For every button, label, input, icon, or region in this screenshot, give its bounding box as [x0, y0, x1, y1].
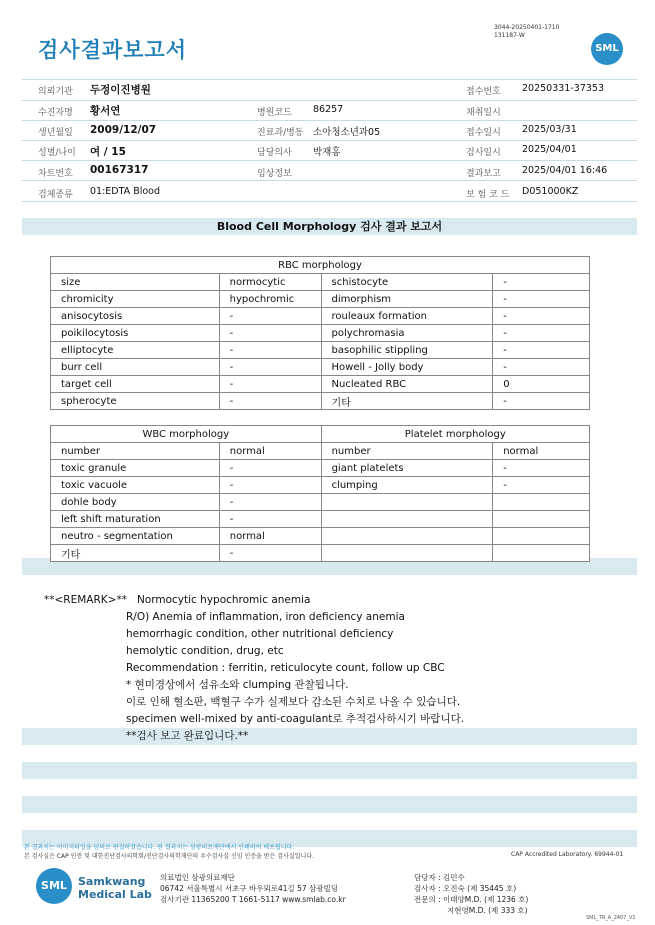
remark-line: Recommendation : ferritin, reticulocyte count, follow up CBC [126, 662, 445, 674]
table-cell: anisocytosis [51, 308, 220, 325]
table-cell: - [493, 359, 590, 376]
test-date-label: 검사일시 [466, 148, 501, 158]
birth-label: 생년월일 [38, 128, 73, 138]
report-title: Blood Cell Morphology 검사 결과 보고서 [216, 220, 443, 233]
table-cell: elliptocyte [51, 342, 220, 359]
footnote-edit: 본 결과지는 이미지파일을 임의로 편집하였습니다. 원 결과지는 삼광의료재단에서 인쇄하여 배포됩니다. [24, 844, 295, 851]
table-cell: - [219, 359, 321, 376]
rbc-table-title: RBC morphology [51, 257, 590, 274]
table-row [51, 274, 590, 291]
table-row [51, 325, 590, 342]
specimen-label: 검체종류 [38, 190, 73, 200]
table-cell: schistocyte [321, 274, 493, 291]
divider [22, 180, 637, 181]
table-cell: toxic vacuole [51, 477, 220, 494]
signature-line4: 지현영M.D. (제 333 호) [447, 906, 528, 915]
table-row [51, 494, 590, 511]
remark-label: **<REMARK>** [44, 594, 127, 606]
remark-line: hemolytic condition, drug, etc [126, 645, 284, 657]
hospital-code-label: 병원코드 [257, 108, 292, 118]
divider [22, 120, 637, 121]
table-cell [321, 511, 493, 528]
insurance-label: 보 험 코 드 [466, 190, 510, 200]
clinical-label: 임상정보 [257, 169, 292, 179]
band [22, 796, 637, 813]
table-cell [493, 528, 590, 545]
remark-diagnosis: Normocytic hypochromic anemia [136, 594, 311, 606]
table-cell: dimorphism [321, 291, 493, 308]
table-row [51, 308, 590, 325]
table-row [51, 545, 590, 562]
address-line3: 검사기관 11365200 T 1661-5117 www.smlab.co.kr [160, 895, 346, 904]
table-row [51, 376, 590, 393]
remark-first-line [44, 592, 310, 609]
receipt-no-value: 20250331-37353 [522, 83, 605, 94]
table-cell: target cell [51, 376, 220, 393]
table-cell: giant platelets [321, 460, 493, 477]
document-id-line2: 131187-W [494, 32, 525, 39]
table-cell: spherocyte [51, 393, 220, 410]
chart-no-value: 00167317 [90, 164, 149, 176]
table-row [51, 291, 590, 308]
table-cell: 기타 [321, 393, 493, 410]
table-cell: normal [219, 443, 321, 460]
brand-name [78, 875, 152, 901]
sml-logo-icon: SML [36, 868, 72, 904]
table-cell: chromicity [51, 291, 220, 308]
remark-line: specimen well-mixed by anti-coagulant로 추적검사하시기 바랍니다. [126, 713, 465, 725]
table-cell: - [219, 393, 321, 410]
collect-date-label: 채취일시 [466, 108, 501, 118]
remark-line: * 현미경상에서 섬유소와 clumping 관찰됩니다. [126, 679, 349, 691]
divider [22, 100, 637, 101]
brand-line2: Medical Lab [78, 888, 152, 901]
remark-lines [126, 609, 464, 745]
table-cell [321, 494, 493, 511]
table-cell: - [219, 477, 321, 494]
form-code: SML_TR_A_2407_V1 [586, 915, 636, 921]
table-cell: number [321, 443, 493, 460]
address-line2: 06742 서울특별시 서초구 바우뫼로41길 57 삼광빌딩 [160, 884, 339, 893]
table-cell: - [493, 460, 590, 477]
table-cell [493, 511, 590, 528]
table-cell: - [493, 308, 590, 325]
page-title: 검사결과보고서 [38, 38, 188, 62]
table-cell: normal [493, 443, 590, 460]
cap-accredited: CAP Accredited Laboratory. 69944-01 [511, 851, 624, 858]
sex-age-value: 여 / 15 [90, 146, 126, 158]
table-cell: hypochromic [219, 291, 321, 308]
table-cell: 0 [493, 376, 590, 393]
divider [22, 79, 637, 80]
table-cell: normal [219, 528, 321, 545]
table-cell: - [493, 342, 590, 359]
table-cell: - [219, 545, 321, 562]
institution-label: 의뢰기관 [38, 87, 73, 97]
band [22, 762, 637, 779]
signature-line1: 담당자 : 김민수 [414, 873, 465, 882]
receipt-date-label: 접수일시 [466, 128, 501, 138]
institution-value: 두정이진병원 [90, 84, 151, 96]
name-value: 황서연 [90, 105, 121, 117]
table-cell: - [493, 274, 590, 291]
birth-value: 2009/12/07 [90, 124, 157, 136]
name-label: 수진자명 [38, 108, 73, 118]
table-cell: - [219, 342, 321, 359]
document-id [494, 24, 559, 40]
table-cell: - [219, 511, 321, 528]
receipt-no-label: 접수번호 [466, 87, 501, 97]
platelet-table-title: Platelet morphology [321, 426, 589, 443]
address-block [160, 872, 346, 905]
sex-age-label: 성별/나이 [38, 148, 76, 158]
remark-line: **검사 보고 완료입니다.** [126, 730, 249, 742]
doctor-label: 담당의사 [257, 148, 292, 158]
table-row [51, 359, 590, 376]
table-cell: Howell - Jolly body [321, 359, 493, 376]
remark-line: hemorrhagic condition, other nutritional deficiency [126, 628, 394, 640]
wbc-table-title: WBC morphology [51, 426, 322, 443]
brand-line1: Samkwang [78, 875, 146, 888]
address-line1: 의료법인 삼광의료재단 [160, 873, 235, 882]
table-cell: - [219, 325, 321, 342]
divider [22, 201, 637, 202]
table-cell: 기타 [51, 545, 220, 562]
table-cell: dohle body [51, 494, 220, 511]
table-row [51, 342, 590, 359]
table-row [51, 477, 590, 494]
table-cell: left shift maturation [51, 511, 220, 528]
table-cell: - [219, 308, 321, 325]
table-cell [321, 545, 493, 562]
table-cell [321, 528, 493, 545]
report-date-value: 2025/04/01 16:46 [522, 165, 608, 176]
hospital-code-value: 86257 [313, 104, 344, 115]
dept-value: 소아청소년과05 [313, 127, 381, 138]
table-cell: clumping [321, 477, 493, 494]
table-cell: number [51, 443, 220, 460]
table-cell: polychromasia [321, 325, 493, 342]
table-cell: - [219, 460, 321, 477]
table-row [51, 460, 590, 477]
table-cell [493, 494, 590, 511]
table-cell: - [219, 494, 321, 511]
signature-line3: 전문의 : 이태양M.D. (제 1236 호) [414, 895, 529, 904]
specimen-value: 01:EDTA Blood [90, 186, 161, 197]
table-cell: burr cell [51, 359, 220, 376]
footnote-cap: 본 검사실은 CAP 인증 및 대한진단검사의학회/진단검사의학재단의 우수검사실 신임 인증을 받은 검사실입니다. [24, 853, 314, 860]
table-row [51, 528, 590, 545]
test-date-value: 2025/04/01 [522, 144, 577, 155]
doctor-value: 박재홍 [313, 147, 341, 158]
table-cell: rouleaux formation [321, 308, 493, 325]
table-cell: - [493, 477, 590, 494]
table-row [51, 443, 590, 460]
table-row [51, 393, 590, 410]
insurance-value: D051000KZ [522, 186, 579, 197]
divider [22, 140, 637, 141]
table-cell: - [493, 291, 590, 308]
table-cell: - [493, 393, 590, 410]
chart-no-label: 차트번호 [38, 169, 73, 179]
rbc-morphology-table [50, 256, 590, 410]
divider [22, 160, 637, 161]
document-id-line1: 3044-20250401-1710 [494, 24, 560, 31]
table-cell: size [51, 274, 220, 291]
remark-line: R/O) Anemia of inflammation, iron deficiency anemia [126, 611, 405, 623]
table-cell: - [493, 325, 590, 342]
table-cell: toxic granule [51, 460, 220, 477]
signature-block [414, 872, 528, 916]
table-cell: normocytic [219, 274, 321, 291]
table-cell: basophilic stippling [321, 342, 493, 359]
table-cell: neutro - segmentation [51, 528, 220, 545]
table-cell [493, 545, 590, 562]
sml-logo-icon: SML [591, 33, 623, 65]
receipt-date-value: 2025/03/31 [522, 124, 577, 135]
report-date-label: 결과보고 [466, 169, 501, 179]
wbc-platelet-table [50, 425, 590, 562]
table-row [51, 511, 590, 528]
table-cell: poikilocytosis [51, 325, 220, 342]
table-cell: - [219, 376, 321, 393]
table-cell: Nucleated RBC [321, 376, 493, 393]
remark-line: 이로 인해 혈소판, 백혈구 수가 실제보다 감소된 수치로 나올 수 있습니다. [126, 696, 461, 708]
dept-label: 진료과/병동 [257, 128, 304, 138]
signature-line2: 검사자 : 오진숙 (제 35445 호) [414, 884, 517, 893]
